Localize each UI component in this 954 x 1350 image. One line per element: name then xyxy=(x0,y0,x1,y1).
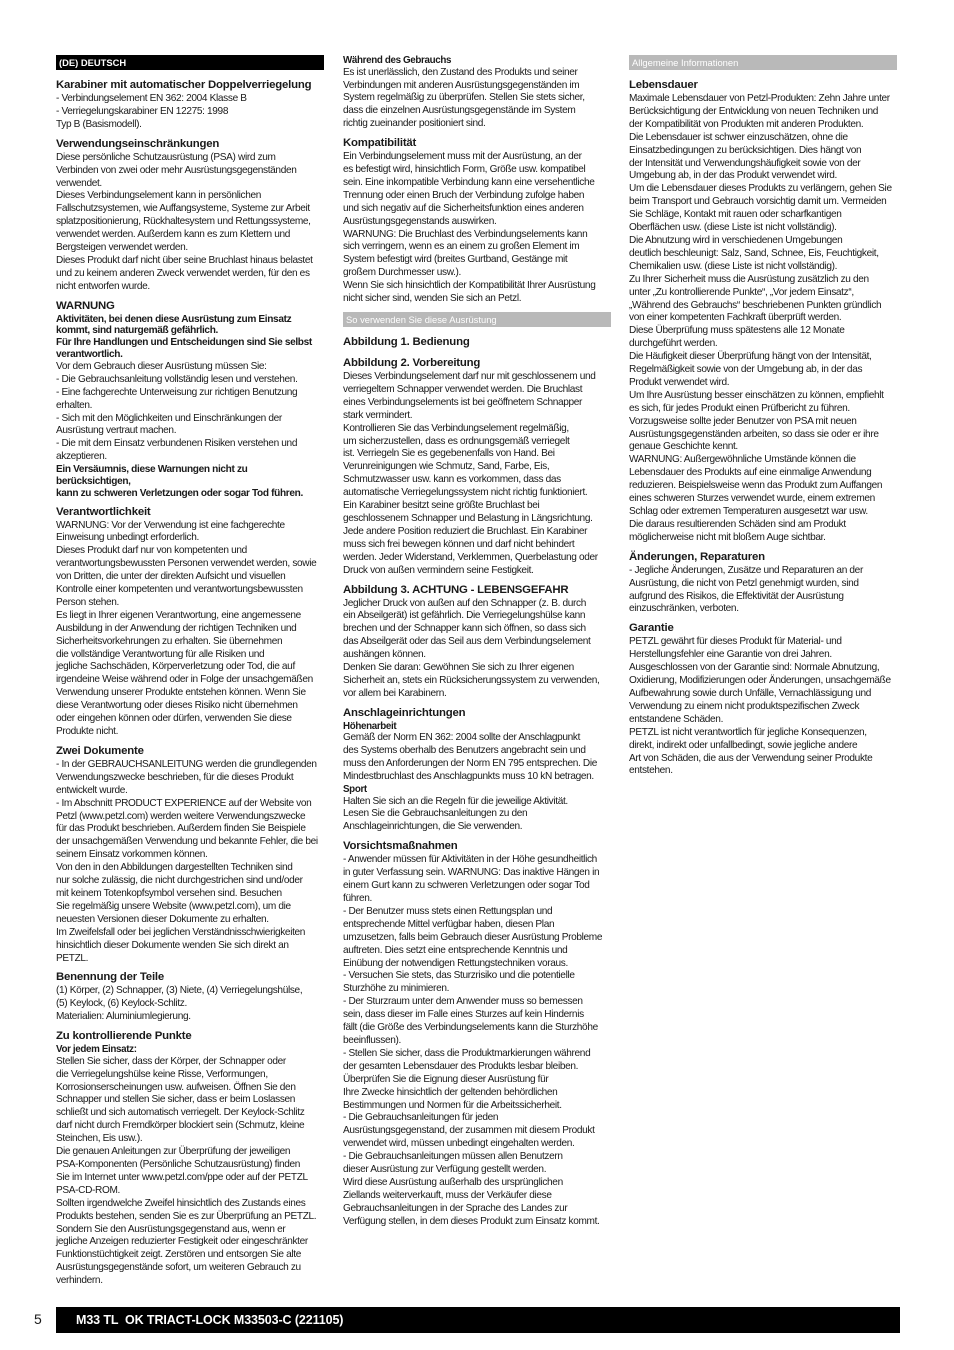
warning-heading: WARNUNG xyxy=(56,299,115,312)
documents-heading: Zwei Dokumente xyxy=(56,744,144,757)
parts-text: (1) Körper, (2) Schnapper, (3) Niete, (4) Verriegelungshülse, (5) Keylock, (6) Keylock-Schlitz. Materialien: Aluminiumlegierung. xyxy=(56,985,303,1023)
warning-bold-outro: Ein Versäumnis, diese Warnungen nicht zu berücksichtigen, kann zu schweren Verletzungen oder sogar Tod führen. xyxy=(56,464,303,499)
anchors-height-work-text: Gemäß der Norm EN 362: 2004 sollte der Anschlagpunkt des Systems oberhalb des Benutzers angebracht sein und muss den Anforderungen der Norm EN 795 entsprechen. Die Mindestbruchlast des Anschlagpunkts muss 10 kN betragen. xyxy=(343,732,597,783)
warning-bold-intro: Aktivitäten, bei denen diese Ausrüstung zum Einsatz kommt, sind naturgemäß gefährlich. Für Ihre Handlungen und Entscheidungen sind Sie selbst verantwortlich. xyxy=(56,313,312,361)
inspection-text: Stellen Sie sicher, dass der Körper, der Schnapper oder die Verriegelungshülse keine Risse, Verformungen, Korrosionserscheinungen usw. aufweisen. Öffnen Sie den Schnapper und stellen Sie sicher, dass er beim Loslassen schließt und sich automatisch verriegelt. Der Keylock-Schlitz darf nicht durch Fremdkörper blockiert sein (Schmutz, kleine Steinchen, Eis usw.). Die genauen Anleitungen zur Überprüfung der jeweiligen PSA-Komponenten (Persönliche Schutzausrüstung) finden Sie im Internet unter www.petzl.com/ppe oder auf der PETZL PSA-CD-ROM. Sollten irgendwelche Zweifel hinsichtlich des Zustands eines Produkts bestehen, senden Sie es zur Überprüfung an PETZL. Sondern Sie den Ausrüstungsgegenstand aus, wenn er jegliche Anzeigen reduzierter Festigkeit oder eingeschränkter Funktionstüchtigkeit zeigt. Zerstören und entsorgen Sie alte Ausrüstungsgegenstände sofort, um weiteren Gebrauch zu verhindern. xyxy=(56,1055,317,1287)
precautions-text: - Anwender müssen für Aktivitäten in der Höhe gesundheitlich in guter Verfassung sein. WARNUNG: Das inaktive Hängen in einem Gurt kann zu schweren Verletzungen oder sogar Tod führen. - Der Benutzer muss stets einen Rettungsplan und entsprechende Mittel verfügbar haben, diesen Plan umzusetzen, falls beim Gebrauch dieser Ausrüstung Probleme auftreten. Dies setzt eine entsprechende Kenntnis und Einübung der notwendigen Rettungstechniken voraus. - Versuchen Sie stets, das Sturzrisiko und die potentielle Sturzhöhe zu minimieren. - Der Sturzraum unter dem Anwender muss so bemessen sein, dass dieser im Falle eines Sturzes auf kein Hindernis fällt (die Größe des Verbindungselements kann die Sturzhöhe beeinflussen). - Stellen Sie sicher, dass die Produktmarkierungen während der gesamten Lebensdauer des Produkts lesbar bleiben. Überprüfen Sie die Eignung dieser Ausrüstung für Ihre Zwecke hinsichtlich der geltenden behördlichen Bestimmungen und Normen für die Arbeitssicherheit. - Die Gebrauchsanleitungen für jeden Ausrüstungsgegenstand, der zusammen mit diesem Produkt verwendet wird, müssen unbedingt eingehalten werden. - Die Gebrauchsanleitungen müssen allen Benutzern dieser Ausrüstung zur Verfügung gestellt werden. Wird diese Ausrüstung außerhalb des ursprünglichen Ziellands weiterverkauft, muss der Verkäufer diese Gebrauchsanleitungen in der Sprache des Landes zur Verfügung stellen, in dem dieses Produkt zum Einsatz kommt. xyxy=(343,854,603,1227)
parts-heading: Benennung der Teile xyxy=(56,971,165,984)
lifetime-heading: Lebensdauer xyxy=(629,79,698,91)
anchors-subheading-sport: Sport xyxy=(343,783,367,795)
warranty-text: PETZL gewährt für dieses Produkt für Material- und Herstellungsfehler eine Garantie von drei Jahren. Ausgeschlossen von der Garantie sind: Normale Abnutzung, Oxidierung, Modifizierungen oder Änderungen, unsachgemäße Aufbewahrung sowie durch Unfälle, Vernachlässigung und Verwendung zu einem nicht produktspezifischen Zweck entstandene Schäden. PETZL ist nicht verantwortlich für jegliche Konsequenzen, direkt, indirekt oder unfallbedingt, sowie jegliche andere Art von Schäden, die aus der Verwendung seiner Produkte entstehen. xyxy=(629,636,891,777)
warning-text: Vor dem Gebrauch dieser Ausrüstung müssen Sie: - Die Gebrauchsanleitung vollständig lesen und verstehen. - Eine fachgerechte Unterweisung zur richtigen Benutzung erhalten. - Sich mit den Möglichkeiten und Einschränkungen der Ausrüstung vertraut machen. - Die mit dem Einsatz verbundenen Risiken verstehen und akzeptieren. xyxy=(56,360,298,463)
product-standards-text: - Verbindungselement EN 362: 2004 Klasse B - Verriegelungskarabiner EN 12275: 1998 Typ B (Basismodell). xyxy=(56,93,247,130)
figure2-heading: Abbildung 2. Vorbereitung xyxy=(343,357,481,369)
lifetime-text: Maximale Lebensdauer von Petzl-Produkten: Zehn Jahre unter Berücksichtigung der Entwicklung von neuen Techniken und der Kompatibilität von Produkten mit anderen Produkten. Die Lebensdauer ist schwer einzuschätzen, ohne die Einsatzbedingungen zu berücksichtigen. Dies hängt von der Intensität und Verwendungshäufigkeit sowie von der Umgebung ab, in der das Produkt verwendet wird. Um die Lebensdauer dieses Produkts zu verlängern, gehen Sie beim Transport und Gebrauch vorsichtig damit um. Vermeiden Sie Schläge, Kontakt mit rauen oder scharfkantigen Oberflächen usw. (diese Liste ist nicht vollständig). Die Abnutzung wird in verschiedenen Umgebungen deutlich beschleunigt: Salz, Sand, Schnee, Eis, Feuchtigkeit, Chemikalien usw. (diese Liste ist nicht vollständig). Zu Ihrer Sicherheit muss die Ausrüstung zusätzlich zu den unter „Zu kontrollierende Punkte“, „Vor jedem Einsatz“, „Während des Gebrauchs“ beschriebenen Punkten gründlich von einer kompetenten Fachkraft überprüft werden. Diese Überprüfung muss spätestens alle 12 Monate durchgeführt werden. Die Häufigkeit dieser Überprüfung hängt von der Intensität, Regelmäßigkeit sowie von der Umgebung ab, in der das Produkt verwendet wird. Um Ihre Ausrüstung besser einschätzen zu können, empfiehlt es sich, für jedes Produkt einen Prüfbericht zu führen. Vorzugsweise sollte jeder Benutzer von PSA mit neuen Ausrüstungsgegenständen arbeiten, so dass sie oder er ihre genaue Geschichte kennt. WARNUNG: Außergewöhnliche Umstände können die Lebensdauer des Produkts auf eine einmalige Anwendung reduzieren. Beispielsweise wenn das Produkt zum Auffangen eines schweren Sturzes verwendet wurde, einem extremen Schlag oder extremen Temperaturen ausgesetzt war usw. Die daraus resultierenden Schäden sind am Produkt möglicherweise nicht mit bloßem Auge sichtbar. xyxy=(629,93,892,543)
usage-text: Diese persönliche Schutzausrüstung (PSA) wird zum Verbinden von zwei oder mehr Ausrüstungsgegenständen verwendet. Dieses Verbindungselement kann in persönlichen Fallschutzsystemen, wie Auffangsysteme, Systeme zur Arbeit splatzpositionierung, Rückhaltesystem und Rettungssysteme, verwendet werden. Außerdem kann es zum Klettern und Bergsteigen verwendet werden. Dieses Produkt darf nicht über seine Bruchlast hinaus belastet und zu keinem anderen Zweck verwendet werden, für den es nicht entworfen wurde. xyxy=(56,151,313,292)
figure3-heading: Abbildung 3. ACHTUNG - LEBENSGEFAHR xyxy=(343,583,569,596)
responsibility-heading: Verantwortlichkeit xyxy=(56,505,151,518)
warranty-heading: Garantie xyxy=(629,622,674,635)
inspection-heading: Zu kontrollierende Punkte xyxy=(56,1030,192,1043)
footer-document-id: M33 TL OK TRIACT-LOCK M33503-C (221105) xyxy=(56,1307,900,1333)
product-title: Karabiner mit automatischer Doppelverriegelung xyxy=(56,79,312,91)
responsibility-text: WARNUNG: Vor der Verwendung ist eine fachgerechte Einweisung unbedingt erforderlich. Dieses Produkt darf nur von kompetenten und verantwortungsbewussten Personen verwendet werden, sowie von Dritten, die unter der direkten Aufsicht und visuellen Kontrolle einer kompetenten und verantwortungsbewussten Person stehen. Es liegt in Ihrer eigenen Verantwortung, eine angemessene Ausbildung in der Anwendung der richtigen Techniken und Sicherheitsvorkehrungen zu erhalten. Sie übernehmen die vollständige Verantwortung für alle Risiken und jegliche Sachschäden, Körperverletzung oder Tod, die auf irgendeine Weise während oder in Folge der unsachgemäßen Verwendung unserer Produkte entstehen können. Wenn Sie diese Verantwortung oder dieses Risiko nicht übernehmen oder eingehen können oder dürfen, verwenden Sie diese Produkte nicht. xyxy=(56,519,317,738)
inspection-subheading: Vor jedem Einsatz: xyxy=(56,1044,137,1056)
documents-text: - In der GEBRAUCHSANLEITUNG werden die grundlegenden Verwendungszwecke beschrieben, für die dieses Produkt entwickelt wurde. - Im Abschnitt PRODUCT EXPERIENCE auf der Website von Petzl (www.petzl.com) werden weitere Verwendungszwecke für das Produkt beschrieben. Außerdem finden Sie Beispiele der unsachgemäßen Verwendung und bekannte Fehler, die bei seinem Einsatz vorkommen können. Von den in den Abbildungen dargestellten Techniken sind nur solche zulässig, die nicht durchgestrichen sind und/oder mit keinem Totenkopfsymbol versehen sind. Besuchen Sie regelmäßig unsere Website (www.petzl.com), um die neuesten Versionen dieser Dokumente zu erhalten. Im Zweifelsfall oder bei jeglichen Verständnisschwierigkeiten hinsichtlich dieser Dokumente wenden Sie sich direkt an PETZL. xyxy=(56,758,318,964)
figure3-text: Jeglicher Druck von außen auf den Schnapper (z. B. durch ein Abseilgerät) ist gefährlich. Die Verriegelungshülse kann brechen und der Schnapper kann sich öffnen, so dass sich das Abseilgerät oder das Seil aus dem Verbindungselement aushängen können. Denken Sie daran: Gewöhnen Sie sich zu Ihrer eigenen Sicherheit an, stets ein Rücksicherungssystem zu verwenden, vor allem bei Karabinern. xyxy=(343,597,600,699)
during-use-text: Es ist unerlässlich, den Zustand des Produkts und seiner Verbindungen mit anderen Ausrüstungsgegenständen im System regelmäßig zu überprüfen. Stellen Sie stets sicher, dass die einzelnen Ausrüstungsgegenstände im System richtig zueinander positioniert sind. xyxy=(343,66,585,130)
column-middle xyxy=(343,55,611,1229)
usage-heading: Verwendungseinschränkungen xyxy=(56,137,220,150)
column-right xyxy=(629,55,897,778)
figure1-heading: Abbildung 1. Bedienung xyxy=(343,336,470,348)
figure2-text: Dieses Verbindungselement darf nur mit geschlossenem und verriegeltem Schnapper verwendet werden. Die Bruchlast eines Verbindungselements ist bei geöffnetem Schnapper stark vermindert. Kontrollieren Sie das Verbindungselement regelmäßig, um sicherzustellen, dass es ordnungsgemäß verriegelt ist. Verriegeln Sie es gegebenenfalls von Hand. Bei Verunreinigungen wie Schmutz, Sand, Farbe, Eis, Schmutzwasser usw. kann es vorkommen, dass das automatische Verriegelungssystem nicht richtig funktioniert. Ein Karabiner besitzt seine größte Bruchlast bei geschlossenem Schnapper und Belastung in Längsrichtung. Jede andere Position reduziert die Bruchlast. Ein Karabiner muss sich frei bewegen können und darf nicht behindert werden. Jeder Widerstand, Verklemmen, Querbelastung oder Druck von außen vermindern seine Festigkeit. xyxy=(343,371,598,576)
compatibility-text: Ein Verbindungselement muss mit der Ausrüstung, an der es befestigt wird, hinsichtlich Form, Größe usw. kompatibel sein. Eine inkompatible Verbindung kann eine versehentliche Trennung oder einen Bruch der Verbindung zufolge haben und sich negativ auf die Sicherheitsfunktion eines anderen Ausrüstungsgegenstands auswirken. WARNUNG: Die Bruchlast des Verbindungselements kann sich verringern, wenn es an einem zu großen Element im System befestigt wird (breites Gurtband, Gestänge mit großem Durchmesser usw.). Wenn Sie sich hinsichtlich der Kompatibilität Ihrer Ausrüstung nicht sicher sind, wenden Sie sich an Petzl. xyxy=(343,151,596,305)
column-left xyxy=(56,55,324,1288)
page-number: 5 xyxy=(34,1311,42,1327)
anchors-subheading-height-work: Höhenarbeit xyxy=(343,720,397,732)
anchors-heading: Anschlageinrichtungen xyxy=(343,706,466,719)
during-use-subheading: Während des Gebrauchs xyxy=(343,55,452,66)
language-band: (DE) DEUTSCH xyxy=(56,55,324,70)
anchors-sport-text: Halten Sie sich an die Regeln für die jeweilige Aktivität. Lesen Sie die Gebrauchsanleitungen zu den Anschlageinrichtungen, die Sie verwenden. xyxy=(343,795,568,833)
usage-section-band: So verwenden Sie diese Ausrüstung xyxy=(343,312,611,327)
modifications-heading: Änderungen, Reparaturen xyxy=(629,550,765,563)
modifications-text: - Jegliche Änderungen, Zusätze und Reparaturen an der Ausrüstung, die nicht von Petzl genehmigt wurden, sind aufgrund des Risikos, die Effektivität der Ausrüstung einzuschränken, verboten. xyxy=(629,564,863,615)
general-info-band: Allgemeine Informationen xyxy=(629,55,897,70)
precautions-heading: Vorsichtsmaßnahmen xyxy=(343,840,458,853)
compatibility-heading: Kompatibilität xyxy=(343,137,417,150)
